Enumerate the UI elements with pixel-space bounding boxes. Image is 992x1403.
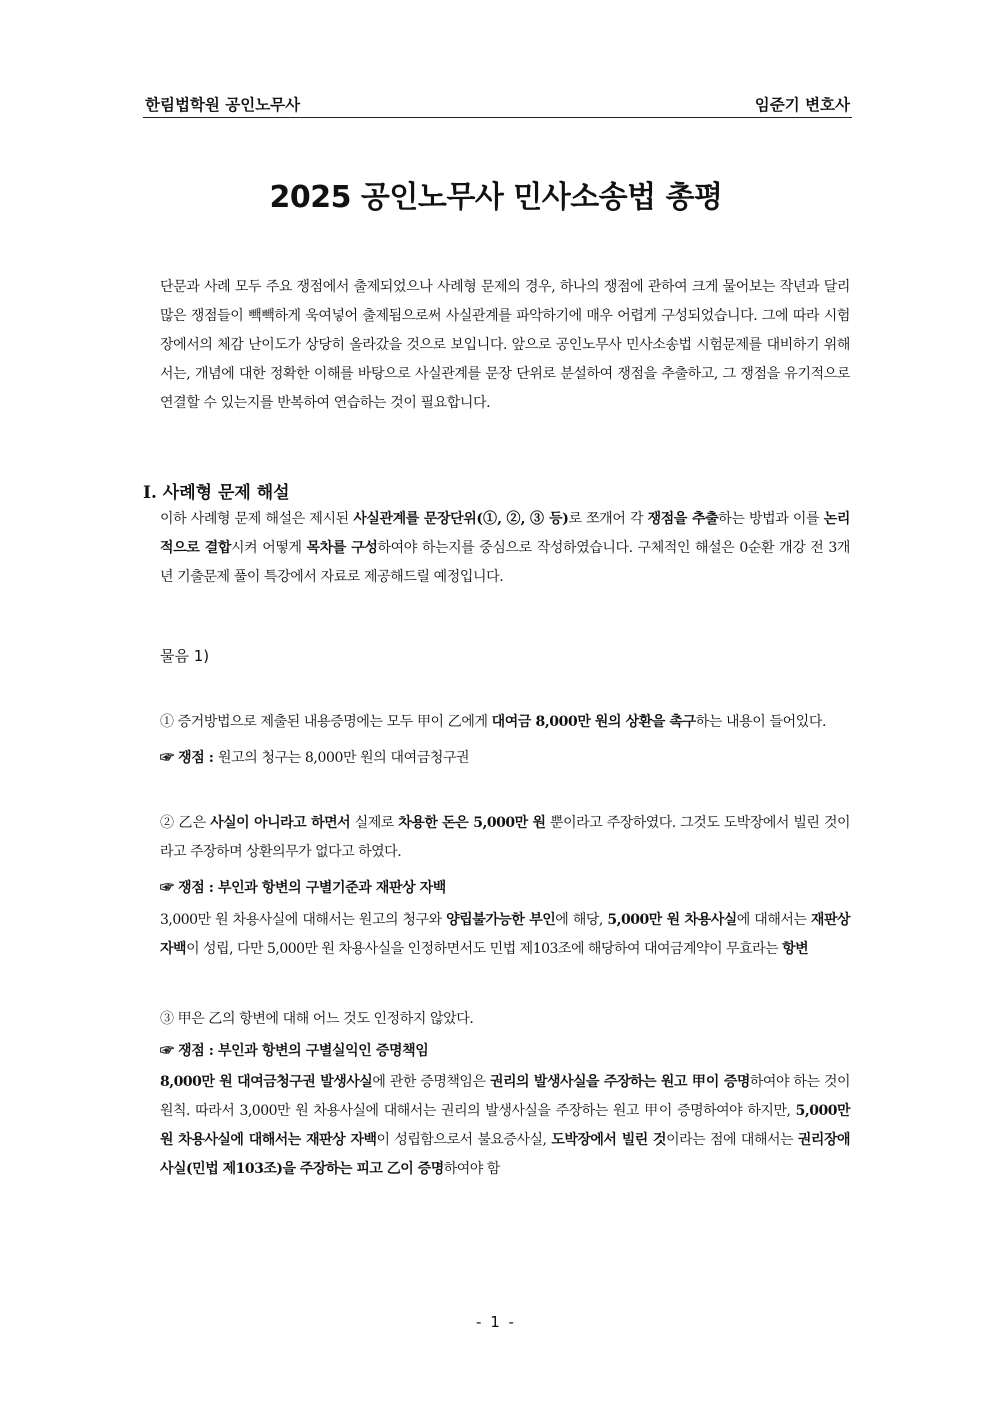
issue-text: 부인과 항변의 구별기준과 재판상 자백 bbox=[218, 880, 446, 896]
page-number: - 1 - bbox=[476, 1313, 516, 1331]
text-run: 이하 사례형 문제 해설은 제시된 bbox=[160, 511, 354, 527]
text-run: ① 증거방법으로 제출된 내용증명에는 모두 甲이 乙에게 bbox=[160, 714, 492, 730]
text-run: 하는 방법과 이를 bbox=[718, 511, 824, 527]
fact-item-1 bbox=[160, 711, 826, 731]
bold-run: 항변 bbox=[782, 941, 809, 957]
intro-paragraph: 단문과 사례 모두 주요 쟁점에서 출제되었으나 사례형 문제의 경우, 하나의 쟁점에 관하여 크게 물어보는 작년과 달리 많은 쟁점들이 빽빽하게 욱여넣어 출제됨으로써 사실관계를 파악하기에 매우 어렵게 구성되었습니다. 그에 따라 시험장에서의 체감 난이도가 상당히 올라갔을 것으로 보입니다. 앞으로 공인노무사 민사소송법 시험문제를 대비하기 위해서는, 개념에 대한 정확한 이해를 바탕으로 사실관계를 문장 단위로 분설하여 쟁점을 추출하고, 그 쟁점을 유기적으로 연결할 수 있는지를 반복하여 연습하는 것이 필요합니다. bbox=[160, 279, 850, 411]
bold-run: 권리장애사실(민법 제103조)을 주장하는 피고 乙이 증명 bbox=[160, 1132, 850, 1177]
bold-run: 재판상 자백 bbox=[160, 912, 850, 957]
explanation-2 bbox=[160, 906, 850, 964]
text-run: 하는 내용이 들어있다. bbox=[695, 714, 827, 730]
issue-line-2 bbox=[160, 877, 446, 897]
text-run: 뿐이라고 주장하였다. 그것도 도박장에서 빌린 것이라고 주장하며 상환의무가 없다고 하였다. bbox=[160, 815, 850, 860]
text-run: 3,000만 원 차용사실에 대해서는 원고의 청구와 bbox=[160, 912, 447, 928]
text-run: 로 쪼개어 각 bbox=[568, 511, 648, 527]
header-author: 임준기 변호사 bbox=[754, 96, 850, 114]
text-run: 하여야 하는 것이 원칙. 따라서 3,000만 원 차용사실에 대해서는 권리의 발생사실을 주장하는 원고 甲이 증명하여야 하지만, bbox=[160, 1074, 851, 1119]
fact-item-3: ③ 甲은 乙의 항변에 대해 어느 것도 인정하지 않았다. bbox=[160, 1011, 474, 1027]
issue-marker: ☞ 쟁점 : bbox=[160, 880, 219, 896]
bold-run: 사실이 아니라고 하면서 bbox=[210, 815, 351, 831]
document-title: 2025 공인노무사 민사소송법 총평 bbox=[269, 180, 723, 215]
question-label: 물음 1) bbox=[160, 647, 210, 665]
text-run: 시켜 어떻게 bbox=[231, 540, 307, 556]
issue-text: 부인과 항변의 구별실익인 증명책임 bbox=[218, 1043, 429, 1059]
bold-run: 5,000만 원 차용사실에 대해서는 재판상 자백 bbox=[160, 1103, 850, 1148]
issue-marker: ☞ 쟁점 : bbox=[160, 1043, 219, 1059]
bold-run: 목차를 구성 bbox=[306, 540, 378, 556]
explanation-3 bbox=[160, 1068, 850, 1184]
issue-text: 원고의 청구는 8,000만 원의 대여금청구권 bbox=[218, 750, 470, 766]
text-run: ② 乙은 bbox=[160, 815, 211, 831]
bold-run: 5,000만 원 차용사실 bbox=[607, 912, 737, 928]
section-title: I. 사례형 문제 해설 bbox=[143, 483, 290, 503]
bold-run: 사실관계를 문장단위(①, ②, ③ 등) bbox=[353, 511, 569, 527]
text-run: 이라는 점에 대해서는 bbox=[666, 1132, 798, 1148]
bold-run: 권리의 발생사실을 주장하는 원고 甲이 증명 bbox=[489, 1074, 750, 1090]
section-body bbox=[160, 505, 850, 592]
issue-line-3 bbox=[160, 1040, 428, 1060]
bold-run: 도박장에서 빌린 것 bbox=[551, 1132, 667, 1148]
issue-marker: ☞ 쟁점 : bbox=[160, 750, 219, 766]
header-academy: 한림법학원 공인노무사 bbox=[145, 96, 301, 114]
fact-item-2 bbox=[160, 809, 850, 867]
bold-run: 대여금 8,000만 원의 상환을 촉구 bbox=[491, 714, 696, 730]
issue-line-1 bbox=[160, 747, 469, 767]
bold-run: 차용한 돈은 5,000만 원 bbox=[398, 815, 546, 831]
bold-run: 쟁점을 추출 bbox=[647, 511, 719, 527]
bold-run: 양립불가능한 부인 bbox=[446, 912, 556, 928]
bold-run: 8,000만 원 대여금청구권 발생사실 bbox=[160, 1074, 373, 1090]
text-run: 이 성립함으로서 불요증사실, bbox=[376, 1132, 552, 1148]
text-run: 실제로 bbox=[350, 815, 399, 831]
text-run: 에 해당, bbox=[555, 912, 608, 928]
text-run: 하여야 함 bbox=[443, 1161, 500, 1177]
text-run: 하여야 하는지를 중심으로 작성하였습니다. 구체적인 해설은 0순환 개강 전 3개년 기출문제 풀이 특강에서 자료로 제공해드릴 예정입니다. bbox=[160, 540, 850, 585]
text-run: 에 대해서는 bbox=[736, 912, 811, 928]
text-run: 이 성립, 다만 5,000만 원 차용사실을 인정하면서도 민법 제103조에 해당하여 대여금계약이 무효라는 bbox=[186, 941, 783, 957]
page-header bbox=[143, 90, 852, 118]
text-run: 에 관한 증명책임은 bbox=[372, 1074, 490, 1090]
bold-run: 논리적으로 결합 bbox=[160, 511, 850, 556]
